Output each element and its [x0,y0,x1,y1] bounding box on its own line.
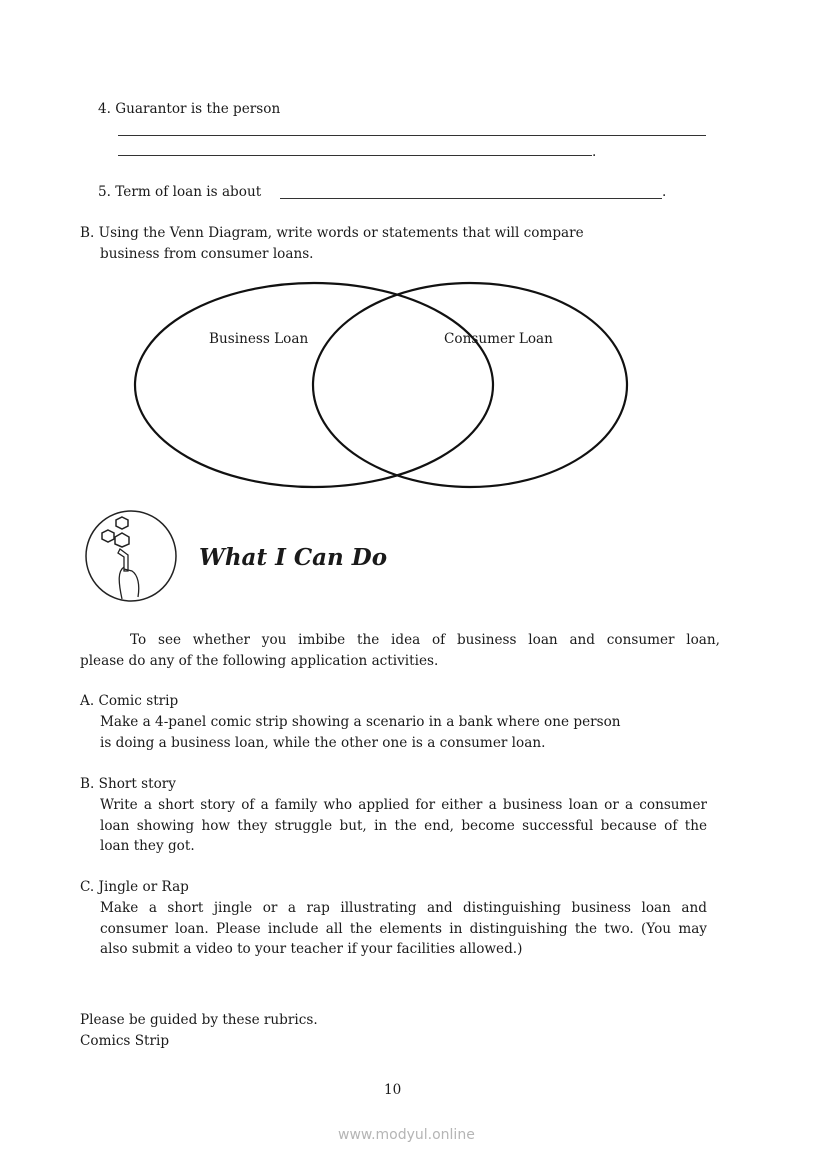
activity-heading: A. Comic strip [80,693,179,709]
rubric-heading: Comics Strip [80,1033,170,1049]
consumer-loan-circle [313,283,627,487]
rubric-text: Please be guided by these rubrics. [80,1012,318,1028]
section-title: What I Can Do [199,544,388,571]
intro-text: To see whether you imbibe the idea of business loan and consumer loan, [130,632,720,648]
activity-text: loan showing how they struggle but, in the end, become successful because of the [100,818,707,834]
venn-diagram [0,0,826,520]
period: . [592,144,597,160]
activity-text: is doing a business loan, while the other one is a consumer loan. [100,735,546,751]
page-number: 10 [384,1082,402,1098]
activity-text: Write a short story of a family who applied for either a business loan or a consumer [100,797,707,813]
activity-text: loan they got. [100,838,195,854]
venn-label-consumer: Consumer Loan [444,331,553,347]
venn-label-business: Business Loan [209,331,309,347]
period: . [662,184,667,200]
watermark: www.modyul.online [338,1127,475,1143]
activity-text: also submit a video to your teacher if your facilities allowed.) [100,941,523,957]
venn-instruction: B. Using the Venn Diagram, write words or statements that will compare [80,225,584,241]
question-4: 4. Guarantor is the person [98,101,281,117]
question-5: 5. Term of loan is about [98,184,262,200]
activity-text: consumer loan. Please include all the elements in distinguishing the two. (You may [100,921,707,937]
intro-text: please do any of the following application activities. [80,653,439,669]
activity-heading: B. Short story [80,776,176,792]
activity-text: Make a short jingle or a rap illustrating and distinguishing business loan and [100,900,707,916]
activity-text: Make a 4-panel comic strip showing a scenario in a bank where one person [100,714,621,730]
activity-heading: C. Jingle or Rap [80,879,189,895]
venn-instruction: business from consumer loans. [100,246,314,262]
hand-wrench-nuts-icon [84,509,178,603]
